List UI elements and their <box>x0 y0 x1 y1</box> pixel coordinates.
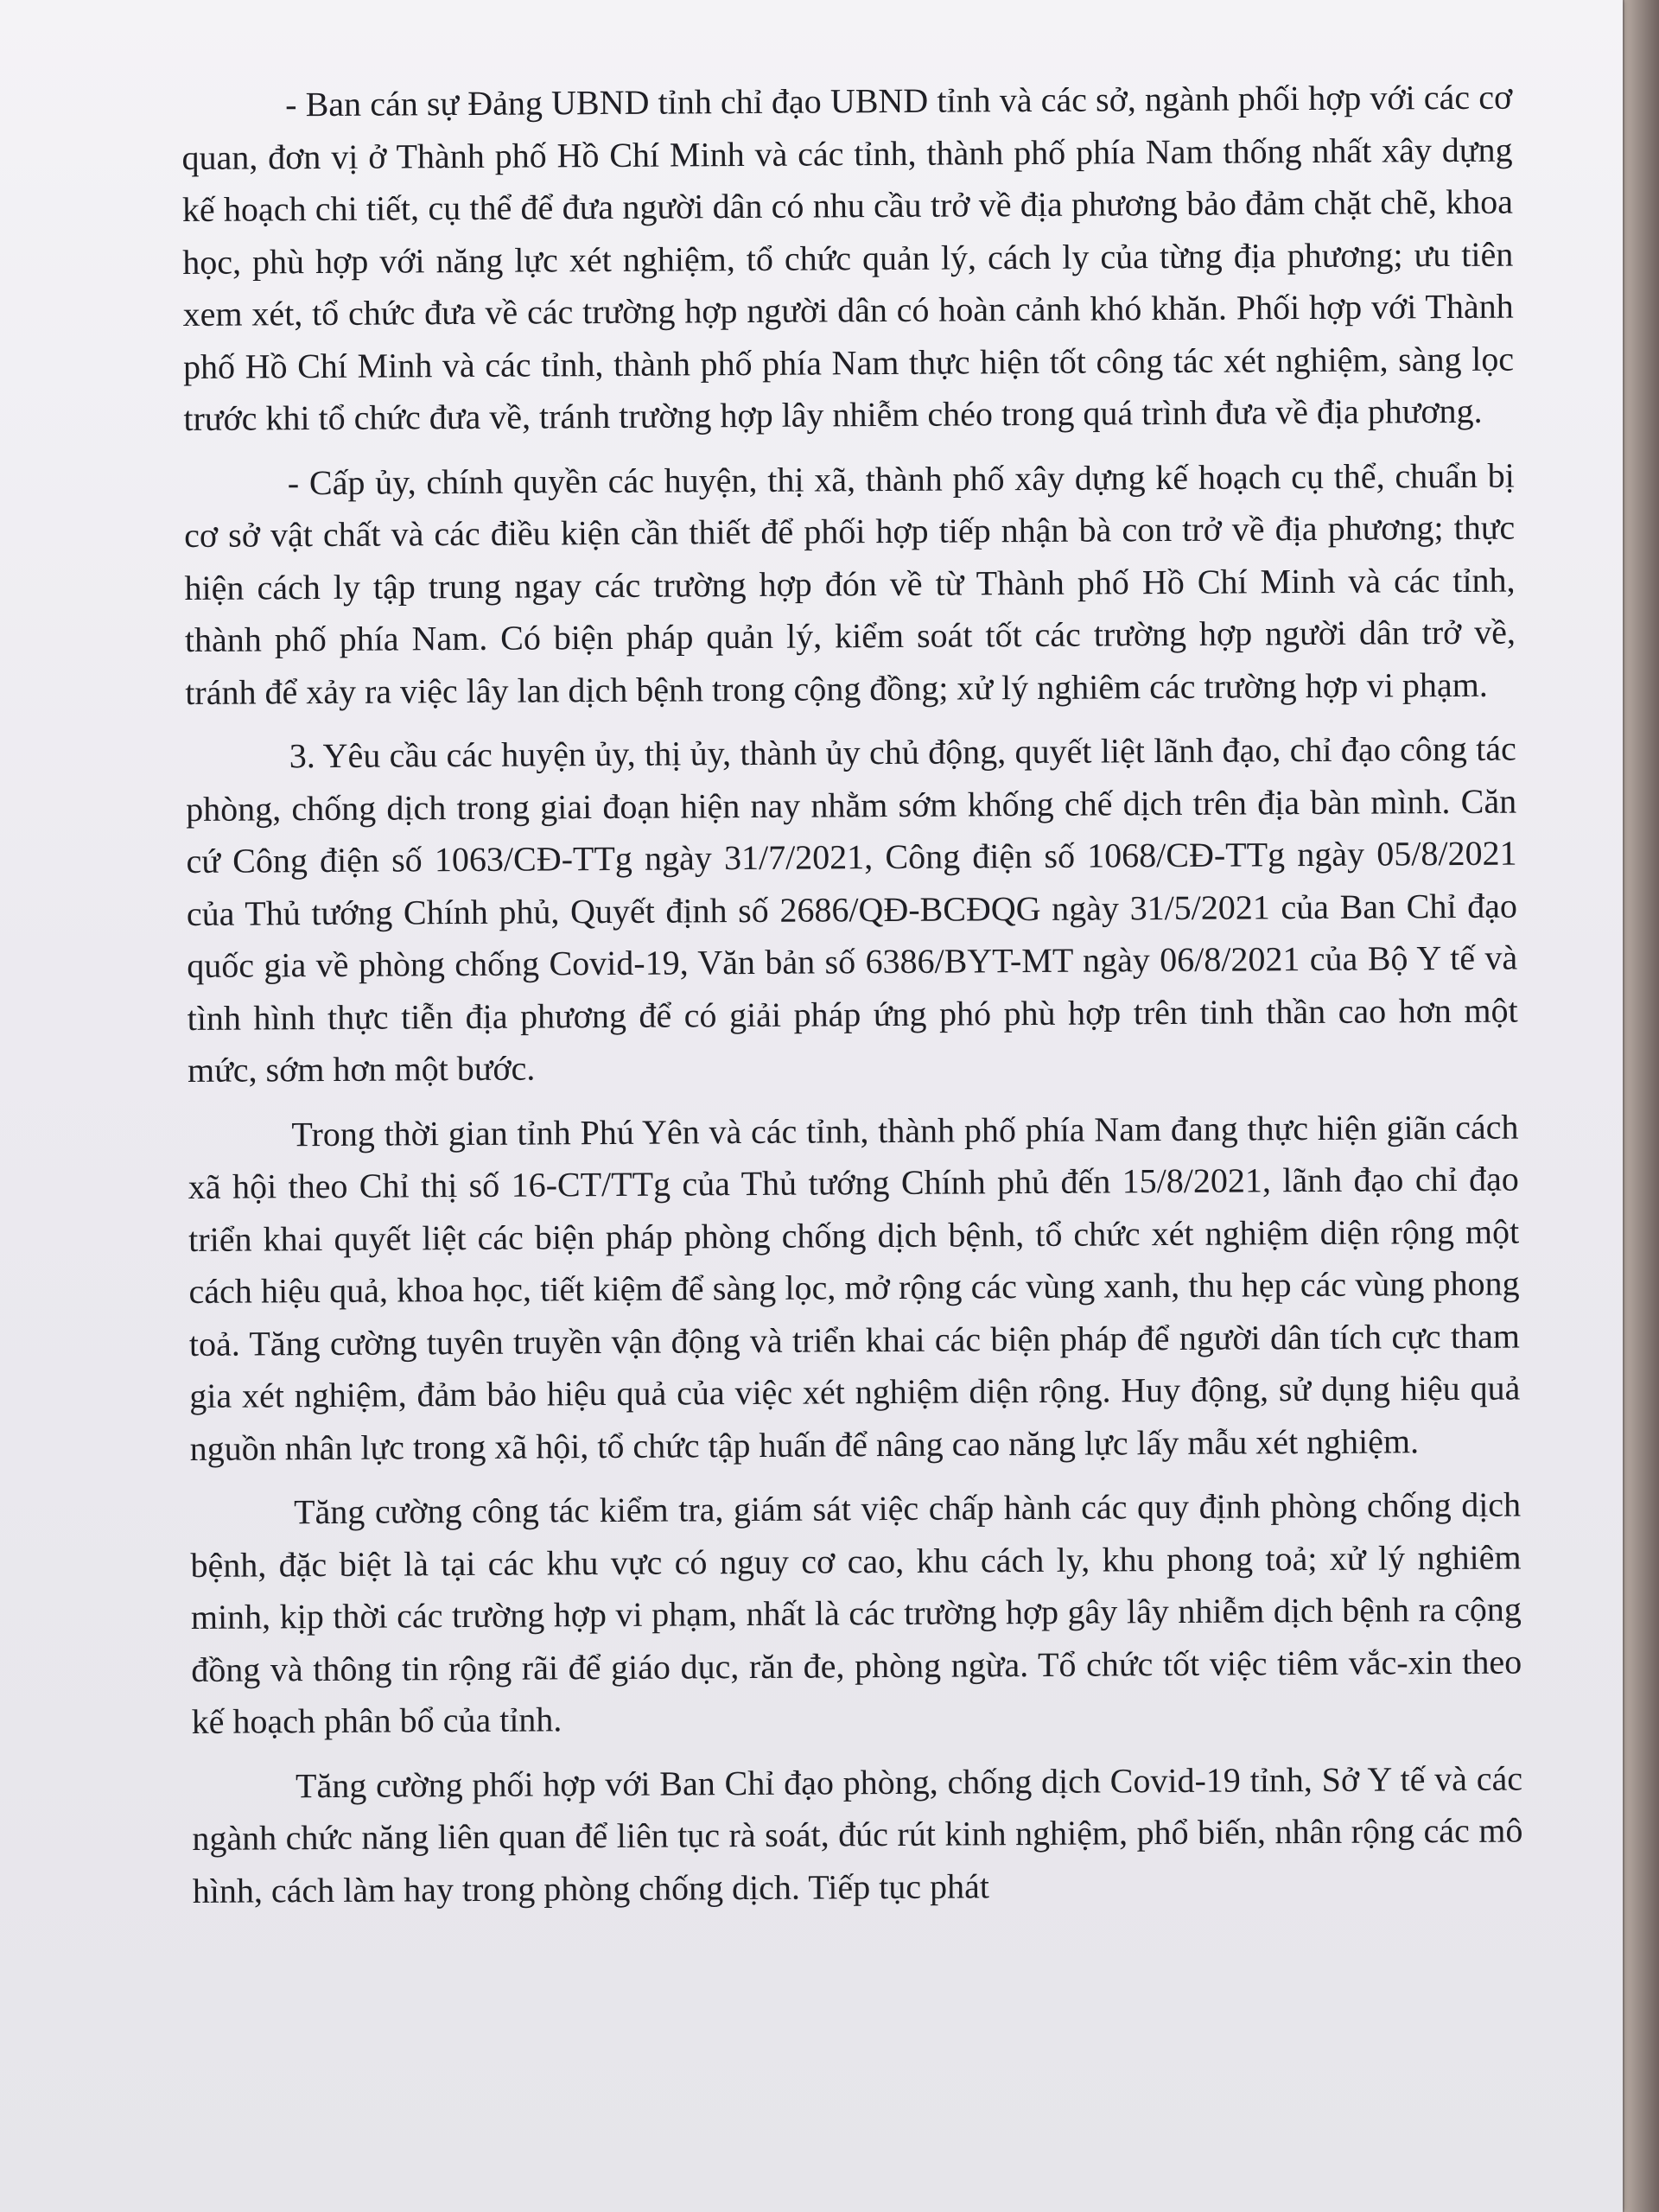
paragraph-inspection: Tăng cường công tác kiểm tra, giám sát việc chấp hành các quy định phòng chống dịch bệnh, đặc biệt là tại các khu vực có nguy cơ cao, khu cách ly, khu phong toả; xử lý nghiêm minh, kịp thời các trường hợp vi phạm, nhất là các trường hợp gây lây nhiễm dịch bệnh ra cộng đồng và thông tin rộng rãi để giáo dục, răn đe, phòng ngừa. Tổ chức tốt việc tiêm vắc-xin theo kế hoạch phân bổ của tỉnh. <box>190 1484 1522 1741</box>
paragraph-item-3: 3. Yêu cầu các huyện ủy, thị ủy, thành ủy chủ động, quyết liệt lãnh đạo, chỉ đạo công tác phòng, chống dịch trong giai đoạn hiện nay nhằm sớm khống chế dịch trên địa bàn mình. Căn cứ Công điện số 1063/CĐ-TTg ngày 31/7/2021, Công điện số 1068/CĐ-TTg ngày 05/8/2021 của Thủ tướng Chính phủ, Quyết định số 2686/QĐ-BCĐQG ngày 31/5/2021 của Ban Chỉ đạo quốc gia về phòng chống Covid-19, Văn bản số 6386/BYT-MT ngày 06/8/2021 của Bộ Y tế và tình hình thực tiễn địa phương để có giải pháp ứng phó phù hợp trên tinh thần cao hơn một mức, sớm hơn một bước. <box>186 728 1518 1090</box>
desk-edge <box>1624 0 1659 2212</box>
paragraph-local-authorities: - Cấp ủy, chính quyền các huyện, thị xã, thành phố xây dựng kế hoạch cụ thể, chuẩn bị cơ sở vật chất và các điều kiện cần thiết để phối hợp tiếp nhận bà con trở về địa phương; thực hiện cách ly tập trung ngay các trường hợp đón về từ Thành phố Hồ Chí Minh và các tỉnh, thành phố phía Nam. Có biện pháp quản lý, kiểm soát tốt các trường hợp người dân trở về, tránh để xảy ra việc lây lan dịch bệnh trong cộng đồng; xử lý nghiêm các trường hợp vi phạm. <box>184 455 1516 712</box>
paragraph-social-distancing: Trong thời gian tỉnh Phú Yên và các tỉnh, thành phố phía Nam đang thực hiện giãn cách xã hội theo Chỉ thị số 16-CT/TTg của Thủ tướng Chính phủ đến 15/8/2021, lãnh đạo chỉ đạo triển khai quyết liệt các biện pháp phòng chống dịch bệnh, tổ chức xét nghiệm diện rộng một cách hiệu quả, khoa học, tiết kiệm để sàng lọc, mở rộng các vùng xanh, thu hẹp các vùng phong toả. Tăng cường tuyên truyền vận động và triển khai các biện pháp để người dân tích cực tham gia xét nghiệm, đảm bảo hiệu quả của việc xét nghiệm diện rộng. Huy động, sử dụng hiệu quả nguồn nhân lực trong xã hội, tổ chức tập huấn để nâng cao năng lực lấy mẫu xét nghiệm. <box>188 1107 1521 1468</box>
paragraph-steering-committee: Tăng cường phối hợp với Ban Chỉ đạo phòng, chống dịch Covid-19 tỉnh, Sở Y tế và các ngành chức năng liên quan để liên tục rà soát, đúc rút kinh nghiệm, phổ biến, nhân rộng các mô hình, cách làm hay trong phòng chống dịch. Tiếp tục phát <box>192 1758 1523 1910</box>
paragraph-coordination: - Ban cán sự Đảng UBND tỉnh chỉ đạo UBND tỉnh và các sở, ngành phối hợp với các cơ quan, đơn vị ở Thành phố Hồ Chí Minh và các tỉnh, thành phố phía Nam thống nhất xây dựng kế hoạch chi tiết, cụ thể để đưa người dân có nhu cầu trở về địa phương bảo đảm chặt chẽ, khoa học, phù hợp với năng lực xét nghiệm, tổ chức quản lý, cách ly của từng địa phương; ưu tiên xem xét, tổ chức đưa về các trường hợp người dân có hoàn cảnh khó khăn. Phối hợp với Thành phố Hồ Chí Minh và các tỉnh, thành phố phía Nam thực hiện tốt công tác xét nghiệm, sàng lọc trước khi tổ chức đưa về, tránh trường hợp lây nhiễm chéo trong quá trình đưa về địa phương. <box>181 77 1515 438</box>
document-body <box>181 72 1523 1929</box>
